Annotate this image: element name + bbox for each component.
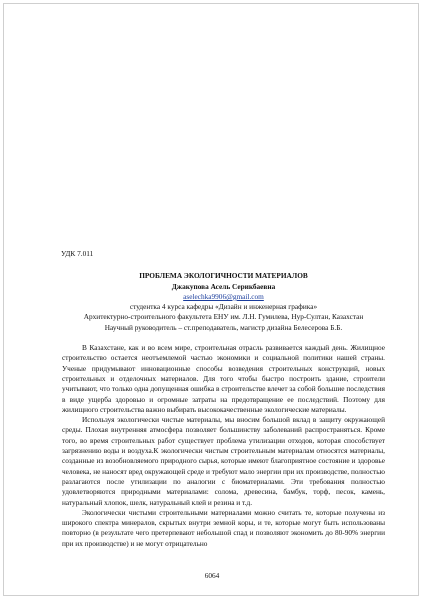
paragraph-1: В Казахстане, как и во всем мире, строительная отрасль развивается каждый день. Жилищное строительство остается неотъемлемой частью экономики и социальной политики нашей страны. Ученые придумывают инновационные способы возведения строительных конструкций, новых строительных и отделочных материалов. Для того чтобы быстро построить здание, строители учитывают, что только одна допущенная ошибка в строительстве влечет за собой большие последствия в виде ущерба здоровью и огромные затраты на предотвращение ее последствий. Поэтому для жилищного строительства важно выбирать высококачественные экологические материалы. — [62, 343, 385, 414]
document-page — [3, 3, 419, 596]
affiliation-line-2: Архитектурно-строительного факультета ЕНУ им. Л.Н. Гумилева, Нур-Султан, Казахстан — [83, 312, 364, 322]
page-number: 6064 — [204, 571, 220, 580]
affiliation-line-1: студентка 4 курса кафедры «Дизайн и инженерная графика» — [129, 302, 318, 312]
paragraph-2: Используя экологически чистые материалы, мы вносим большой вклад в защиту окружающей среды. Плохая внутренняя атмосфера позволяет большинству заболеваний распространяться. Кроме того, во время строительных работ существует проблема утилизации отходов, которая способствует загрязнению воды и воздуха.К экологически чистым строительным материалам относятся материалы, созданные из возобновляемого природного сырья, которые имеют благоприятное состояние и здоровье человека, не наносят вред окружающей среде и требуют мало энергии при их производстве, полностью разлагаются после утилизации по аналогии с биоматериалами. Эти требования полностью удовлетворяются природными материалами: солома, древесина, бамбук, торф, песок, камень, натуральный хлопок, шелк, натуральный клей и резина и т.д. — [62, 415, 385, 507]
section-spacer — [62, 333, 385, 343]
author-email-link[interactable]: aselechka9906@gmail.com — [183, 291, 264, 301]
udk-code: УДК 7.011 — [61, 249, 94, 258]
article-body — [62, 249, 385, 549]
supervisor-line: Научный руководитель – ст.преподаватель, магистр дизайна Белесерова Б.Б. — [104, 322, 343, 332]
paragraph-3: Экологически чистыми строительными материалами можно считать те, которые получены из широкого спектра минералов, скрытых внутри земной коры, и те, которые могут быть использованы повторно (в результате чего претерпевают небольшой спад и позволяют экономить до 80-90% энергии при их производстве) и не могут отрицательно — [62, 507, 385, 548]
author-name: Джакупова Асель Серикбаевна — [171, 281, 276, 291]
article-title: ПРОБЛЕМА ЭКОЛОГИЧНОСТИ МАТЕРИАЛОВ — [139, 271, 308, 281]
